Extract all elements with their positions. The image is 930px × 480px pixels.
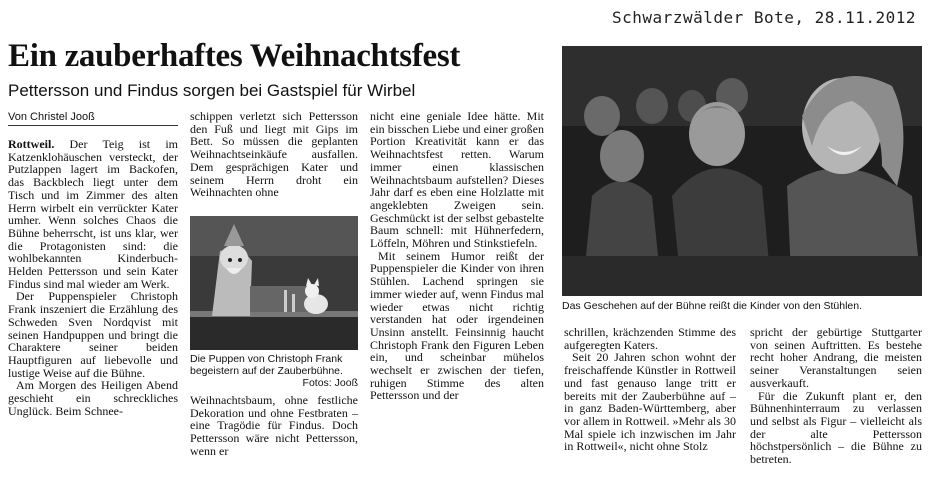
paragraph — [8, 138, 178, 290]
paragraph: Am Morgen des Heiligen Abend geschieht ein schreckliches Unglück. Beim Schnee- — [8, 378, 178, 418]
headline: Ein zauberhaftes Weihnachtsfest — [8, 38, 461, 74]
article-column-4 — [564, 326, 736, 453]
paragraph: Seit 20 Jahren schon wohnt der freischaffende Künstler in Rottweil und fast genauso lange tritt er bereits mit der Zauberbühne auf – in ganz Baden-Württemberg, aber vor allem in Rottweil. »Mehr als 30 Mal spiele ich inzwischen im Jahr in Rottweil«, nicht ohne Stolz — [564, 350, 736, 454]
paragraph: spricht der gebürtige Stuttgarter von seinen Auftritten. Es bestehe recht hoher Andrang, die meisten seiner Veranstaltungen seien ausverkauft. — [750, 325, 922, 390]
article-column-3 — [370, 110, 544, 402]
photo-puppets-caption — [190, 353, 358, 389]
photo-puppets — [190, 216, 358, 350]
paragraph: Weihnachtsbaum, ohne festliche Dekoration und ohne Festbraten – eine Tragödie für Findus. Doch Pettersson wäre nicht Pettersson, wenn er — [190, 393, 358, 458]
dateline: Rottweil. — [8, 137, 55, 151]
paragraph: Für die Zukunft plant er, den Bühnenhinterraum zu verlassen und selbst als Figur – vielleicht als der alte Pettersson höchstpersönlich – die Bühne zu betreten. — [750, 388, 922, 467]
paragraph: schrillen, krächzenden Stimme des aufgeregten Katers. — [564, 325, 736, 352]
paragraph: schippen verletzt sich Pettersson den Fuß und liegt mit Gips im Bett. So müssen die geplanten Weihnachtseinkäufe ausfallen. Dem gesprächigen Kater und seinem Herrn droht ein Weihnachten ohne — [190, 109, 358, 200]
article-column-2-bottom — [190, 394, 358, 458]
photo-children-caption: Das Geschehen auf der Bühne reißt die Kinder von den Stühlen. — [562, 300, 863, 312]
paragraph-text: Der Teig ist im Katzenklohäuschen versteckt, der Putzlappen lagert im Backofen, das Backblech liegt unter dem Tisch und im Zimmer des alten Herrn wirbelt ein verrückter Kater umher. Wenn solches Chaos die Bühne beherrscht, ist uns klar, wer die Protagonisten sind: die wohlbekannten Kinderbuch-Helden Pettersson und sein Kater Findus sind mal wieder am Werk. — [8, 137, 178, 291]
caption-text: Die Puppen von Christoph Frank begeistern auf der Zauberbühne. — [190, 353, 343, 377]
article-column-1 — [8, 138, 178, 417]
paragraph: nicht eine geniale Idee hätte. Mit ein bisschen Liebe und einer großen Portion Kreativität kann er das Weihnachtsfest retten. Warum immer einen klassischen Weihnachtsbaum aufstellen? Dieses Jahr darf es eben eine Holzlatte mit angeklebten Zweigen sein. Geschmückt ist der selbst gebastelte Baum schnell: mit Hühnerfedern, Löffeln, Möhren und Stinkstiefeln. — [370, 109, 544, 251]
photo-children — [562, 46, 922, 296]
photo-credit: Fotos: Jooß — [302, 377, 358, 389]
paragraph: Mit seinem Humor reißt der Puppenspieler die Kinder von ihren Stühlen. Lachend springen sie immer wieder auf, wenn Findus mal wieder etwas nicht richtig verstanden hat oder irgendeinen Unsinn anstellt. Feinsinnig haucht Christoph Frank den Figuren Leben ein, und scheinbar mühelos wechselt er zwischen der tiefen, ruhigen Stimme des alten Pettersson und der — [370, 248, 544, 403]
article-column-5 — [750, 326, 922, 466]
children-photo-image — [562, 46, 922, 296]
puppets-photo-image — [190, 216, 358, 350]
article-column-2-top — [190, 110, 358, 199]
byline: Von Christel Jooß — [8, 111, 95, 123]
newspaper-source-date: Schwarzwälder Bote, 28.11.2012 — [612, 8, 916, 27]
paragraph: Der Puppenspieler Christoph Frank inszeniert die Erzählung des Schweden Sven Nordqvist mit seinen Handpuppen und bringt die Charaktere seiner beiden Hauptfiguren auf liebevolle und lustige Weise auf die Bühne. — [8, 289, 178, 380]
subheadline: Pettersson und Findus sorgen bei Gastspiel für Wirbel — [8, 81, 416, 100]
byline-rule — [8, 125, 178, 126]
